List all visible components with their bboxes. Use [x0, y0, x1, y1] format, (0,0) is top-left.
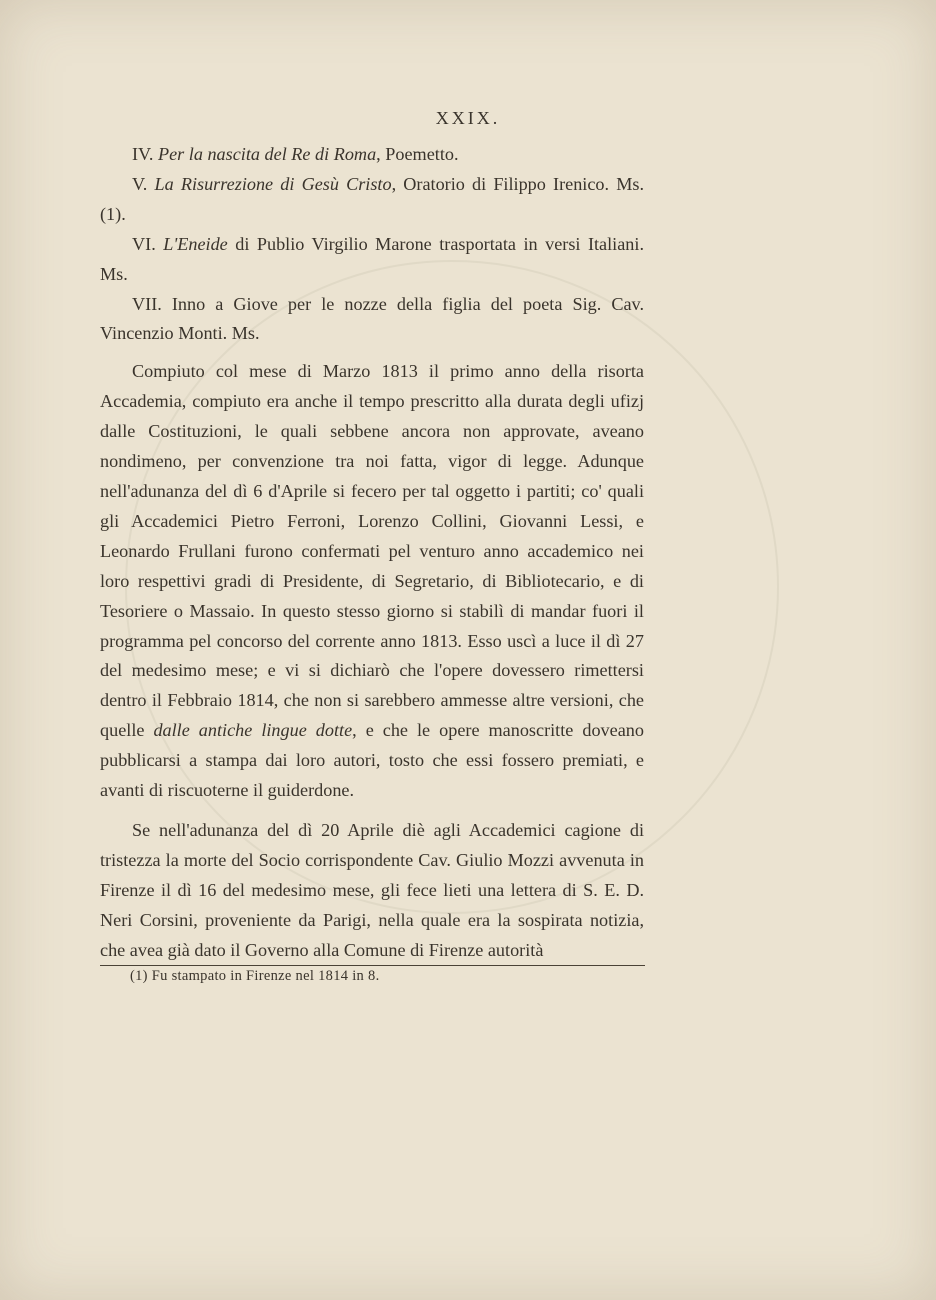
italic-phrase: dalle antiche lingue dotte — [153, 720, 353, 741]
entry-description: di Publio Virgilio Marone trasportata in versi Italiani. Ms. — [100, 233, 644, 284]
footnote: (1) Fu stampato in Firenze nel 1814 in 8. — [130, 968, 380, 984]
entry-number: VII. — [132, 293, 162, 314]
entry-number: V. — [132, 173, 148, 194]
entry-title: L'Eneide — [163, 233, 228, 254]
entry-description: , Oratorio di Filippo Irenico. Ms. (1). — [100, 173, 645, 224]
entry-description: , Poemetto. — [376, 144, 459, 164]
list-item — [100, 170, 644, 230]
list-item — [100, 140, 644, 170]
entry-title: La Risurrezione di Gesù Cristo — [154, 173, 392, 194]
entry-number: IV. — [132, 144, 154, 164]
entry-title: Per la nascita del Re di Roma — [157, 144, 377, 164]
entry-number: VI. — [132, 233, 156, 254]
paragraph-academy-officers — [100, 357, 644, 806]
entry-description: Inno a Giove per le nozze della figlia del poeta Sig. Cav. Vincenzio Monti. Ms. — [100, 293, 645, 344]
list-item — [100, 290, 644, 350]
paragraph-mozzi-corsini: Se nell'adunanza del dì 20 Aprile diè agli Accademici cagione di tristezza la morte del Socio corrispondente Cav. Giulio Mozzi avvenuta in Firenze il dì 16 del medesimo mese, gli fece lieti una lettera di S. E. D. Neri Corsini, proveniente da Parigi, nella quale era la sospirata notizia, che avea già dato il Governo alla Comune di Firenze autorità — [100, 819, 644, 960]
paragraph-text: Compiuto col mese di Marzo 1813 il primo anno della risorta Accademia, compiuto era anche il tempo prescritto alla durata degli ufizj dalle Costituzioni, le quali sebbene ancora non approvate, aveano nondimeno, per convenzione tra noi fatta, vigor di legge. Adunque nell'adunanza del dì 6 d'Aprile si fecero per tal oggetto i partiti; co' quali gli Accademici Pietro Ferroni, Lorenzo Collini, Giovanni Lessi, e Leonardo Frullani furono confermati pel venturo anno accademico nei loro respettivi gradi di Presidente, di Segretario, di Bibliotecario, e di Tesoriere o Massaio. In questo stesso giorno si stabilì di mandar fuori il programma pel concorso del corrente anno 1813. Esso uscì a luce il dì 27 del medesimo mese; e vi si dichiarò che l'opere dovessero rimettersi dentro il Febbraio 1814, che non si sarebbero ammesse altre versioni, che quelle — [100, 361, 644, 741]
footnote-rule — [100, 965, 645, 966]
list-item — [100, 230, 644, 290]
page-number: XXIX. — [435, 108, 501, 128]
paragraph-text: , e che le opere manoscritte doveano pubblicarsi a stampa dai loro autori, tosto che essi fossero premiati, e avanti di riscuoterne il guiderdone. — [100, 720, 644, 801]
main-text — [100, 140, 644, 965]
